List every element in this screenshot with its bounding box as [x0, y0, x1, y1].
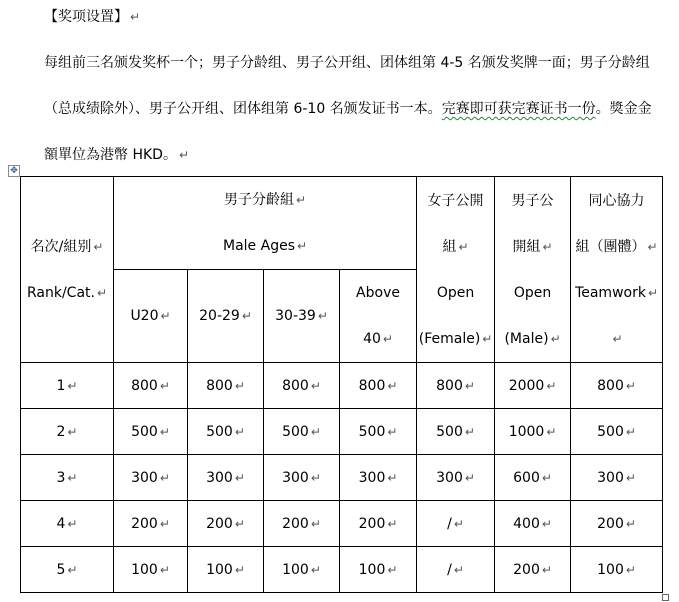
- u20-cell: 300 ↵: [114, 455, 188, 501]
- rank-cell: 3 ↵: [21, 455, 114, 501]
- male-open-cell: 600 ↵: [495, 455, 571, 501]
- male-open-cell: 2000 ↵: [495, 363, 571, 409]
- female-open-cell: / ↵: [417, 501, 495, 547]
- section-heading: [44, 6, 140, 28]
- male-open-header: 男子公 開組 ↵ Open (Male) ↵: [495, 177, 571, 363]
- male-open-cell: 400 ↵: [495, 501, 571, 547]
- rank-category-header: [21, 177, 114, 363]
- award-description-part3: 。獎金金額單位為港幣 HKD。: [44, 101, 652, 163]
- table-row: [21, 455, 663, 501]
- above-40-cell: 500 ↵: [340, 409, 417, 455]
- female-open-cell: 800 ↵: [417, 363, 495, 409]
- age-20-29-cell: 300 ↵: [188, 455, 264, 501]
- male-ages-header-line: Male Ages ↵: [223, 238, 308, 254]
- male-open-cell: 1000 ↵: [495, 409, 571, 455]
- age-group-30-39: 30-39 ↵: [264, 270, 340, 363]
- teamwork-cell: 800 ↵: [571, 363, 663, 409]
- age-30-39-cell: 500 ↵: [264, 409, 340, 455]
- u20-cell: 500 ↵: [114, 409, 188, 455]
- age-group-20-29: 20-29 ↵: [188, 270, 264, 363]
- table-move-handle-icon[interactable]: ✥: [8, 165, 20, 177]
- female-open-header: 女子公開 組 ↵ Open (Female) ↵: [417, 177, 495, 363]
- rank-cell: 2 ↵: [21, 409, 114, 455]
- award-description: [44, 40, 658, 178]
- female-open-cell: / ↵: [417, 547, 495, 593]
- teamwork-cell: 200 ↵: [571, 501, 663, 547]
- rank-cell: 4 ↵: [21, 501, 114, 547]
- rank-cell: 1 ↵: [21, 363, 114, 409]
- awards-table: [20, 176, 663, 593]
- teamwork-header: 同心協力 組（團體） ↵ Teamwork ↵ ↵: [571, 177, 663, 363]
- table-resize-handle-icon[interactable]: [662, 594, 669, 601]
- above-40-cell: 800 ↵: [340, 363, 417, 409]
- age-30-39-cell: 200 ↵: [264, 501, 340, 547]
- age-30-39-cell: 300 ↵: [264, 455, 340, 501]
- female-open-cell: 300 ↵: [417, 455, 495, 501]
- table-row: [21, 501, 663, 547]
- above-40-cell: 300 ↵: [340, 455, 417, 501]
- age-30-39-cell: 100 ↵: [264, 547, 340, 593]
- teamwork-cell: 300 ↵: [571, 455, 663, 501]
- rank-cell: 5 ↵: [21, 547, 114, 593]
- table-row: [21, 363, 663, 409]
- u20-cell: 200 ↵: [114, 501, 188, 547]
- male-ages-header-line: 男子分齡組 ↵: [223, 192, 307, 208]
- paragraph-mark-icon: ↵: [178, 148, 190, 162]
- teamwork-cell: 100 ↵: [571, 547, 663, 593]
- table-row: [21, 409, 663, 455]
- male-ages-header: [114, 177, 417, 270]
- above-40-cell: 200 ↵: [340, 501, 417, 547]
- age-30-39-cell: 800 ↵: [264, 363, 340, 409]
- rank-header-line: Rank/Cat. ↵: [26, 284, 108, 301]
- heading-text: 【奖项设置】: [44, 9, 128, 25]
- age-group-above-40: Above 40 ↵: [340, 270, 417, 363]
- age-20-29-cell: 100 ↵: [188, 547, 264, 593]
- u20-cell: 100 ↵: [114, 547, 188, 593]
- award-description-part2: 完赛即可获完赛证书一份: [441, 101, 596, 117]
- male-open-cell: 200 ↵: [495, 547, 571, 593]
- age-20-29-cell: 500 ↵: [188, 409, 264, 455]
- age-20-29-cell: 800 ↵: [188, 363, 264, 409]
- teamwork-cell: 500 ↵: [571, 409, 663, 455]
- age-group-u20: U20 ↵: [114, 270, 188, 363]
- above-40-cell: 100 ↵: [340, 547, 417, 593]
- paragraph-mark-icon: ↵: [130, 10, 141, 24]
- rank-header-line: 名次/組别 ↵: [30, 238, 104, 255]
- female-open-cell: 500 ↵: [417, 409, 495, 455]
- award-description-part1: 每组前三名颁发奖杯一个；男子分龄组、男子公开组、团体组第 4-5 名颁发奖牌一面；男子分龄组（总成绩除外）、男子公开组、团体组第 6-10 名颁发证书一本。: [44, 55, 650, 117]
- u20-cell: 800 ↵: [114, 363, 188, 409]
- age-20-29-cell: 200 ↵: [188, 501, 264, 547]
- table-row: [21, 547, 663, 593]
